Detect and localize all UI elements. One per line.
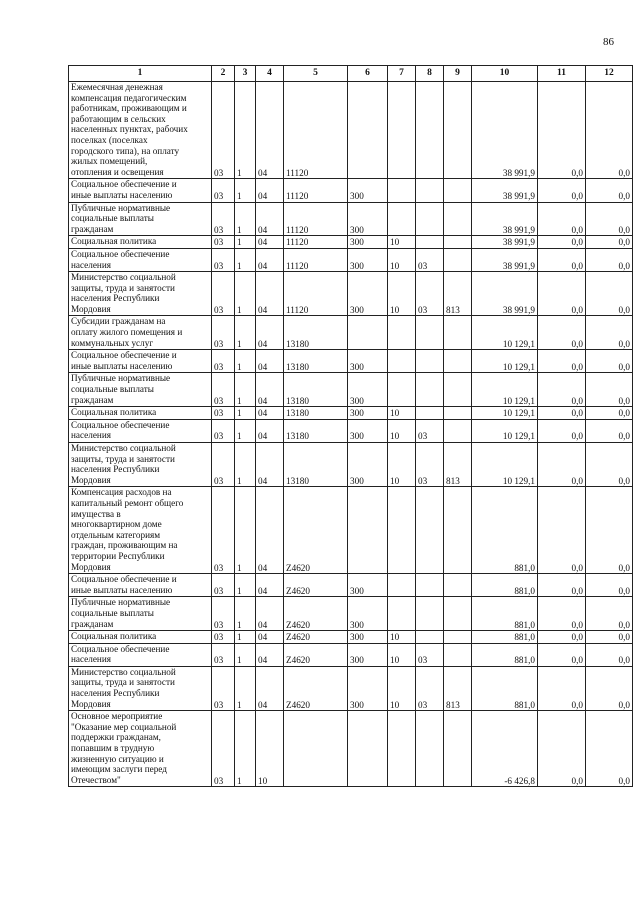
table-row	[69, 711, 633, 787]
cell-col-5: 11120	[284, 272, 348, 316]
cell-col-7	[388, 179, 416, 202]
cell-col-12: 0,0	[586, 236, 633, 249]
cell-col-3: 1	[235, 316, 256, 350]
cell-col-9	[444, 350, 472, 373]
cell-col-3: 1	[235, 597, 256, 631]
cell-col-7	[388, 487, 416, 574]
column-header: 8	[416, 66, 444, 82]
cell-col-8	[416, 631, 444, 644]
cell-col-2: 03	[212, 248, 235, 271]
cell-col-12: 0,0	[586, 202, 633, 236]
cell-col-6: 300	[348, 179, 388, 202]
row-label: Министерство социальной защиты, труда и занятости населения Республики Мордовия	[69, 443, 212, 487]
cell-col-2: 03	[212, 443, 235, 487]
cell-col-9	[444, 407, 472, 420]
cell-col-7: 10	[388, 443, 416, 487]
table-row	[69, 82, 633, 179]
cell-col-3: 1	[235, 272, 256, 316]
cell-col-5: 13180	[284, 350, 348, 373]
table-row	[69, 179, 633, 202]
cell-col-11: 0,0	[538, 407, 586, 420]
cell-col-10: 38 991,9	[472, 236, 538, 249]
cell-col-5: Z4620	[284, 666, 348, 710]
cell-col-12: 0,0	[586, 597, 633, 631]
cell-col-11: 0,0	[538, 574, 586, 597]
cell-col-7: 10	[388, 248, 416, 271]
cell-col-3: 1	[235, 666, 256, 710]
cell-col-3: 1	[235, 350, 256, 373]
cell-col-3: 1	[235, 631, 256, 644]
cell-col-12: 0,0	[586, 419, 633, 442]
column-header: 4	[256, 66, 284, 82]
cell-col-12: 0,0	[586, 711, 633, 787]
cell-col-4: 04	[256, 82, 284, 179]
cell-col-10: 881,0	[472, 597, 538, 631]
cell-col-5: Z4620	[284, 631, 348, 644]
cell-col-3: 1	[235, 487, 256, 574]
budget-table	[68, 65, 633, 787]
cell-col-8: 03	[416, 272, 444, 316]
cell-col-10: 10 129,1	[472, 350, 538, 373]
cell-col-10: 38 991,9	[472, 202, 538, 236]
table-row	[69, 407, 633, 420]
cell-col-10: 881,0	[472, 631, 538, 644]
row-label: Министерство социальной защиты, труда и занятости населения Республики Мордовия	[69, 272, 212, 316]
cell-col-10: 10 129,1	[472, 316, 538, 350]
cell-col-4: 04	[256, 202, 284, 236]
cell-col-2: 03	[212, 574, 235, 597]
cell-col-6: 300	[348, 631, 388, 644]
cell-col-9	[444, 236, 472, 249]
cell-col-9	[444, 373, 472, 407]
cell-col-12: 0,0	[586, 272, 633, 316]
cell-col-6: 300	[348, 666, 388, 710]
cell-col-12: 0,0	[586, 179, 633, 202]
cell-col-8: 03	[416, 666, 444, 710]
cell-col-3: 1	[235, 236, 256, 249]
cell-col-6: 300	[348, 350, 388, 373]
cell-col-8	[416, 487, 444, 574]
cell-col-3: 1	[235, 248, 256, 271]
column-header: 10	[472, 66, 538, 82]
cell-col-9	[444, 574, 472, 597]
table-row	[69, 373, 633, 407]
cell-col-8	[416, 711, 444, 787]
cell-col-6	[348, 316, 388, 350]
cell-col-12: 0,0	[586, 316, 633, 350]
cell-col-5: 11120	[284, 248, 348, 271]
cell-col-11: 0,0	[538, 248, 586, 271]
cell-col-7: 10	[388, 631, 416, 644]
row-label: Социальное обеспечение населения	[69, 419, 212, 442]
cell-col-9: 813	[444, 666, 472, 710]
cell-col-2: 03	[212, 419, 235, 442]
cell-col-11: 0,0	[538, 236, 586, 249]
cell-col-7: 10	[388, 236, 416, 249]
cell-col-3: 1	[235, 643, 256, 666]
cell-col-11: 0,0	[538, 272, 586, 316]
row-label: Субсидии гражданам на оплату жилого помещения и коммунальных услуг	[69, 316, 212, 350]
table-row	[69, 574, 633, 597]
cell-col-7	[388, 202, 416, 236]
row-label: Ежемесячная денежная компенсация педагогическим работникам, проживающим и работающим в сельских населенных пунктах, рабочих поселках (поселках городского типа), на оплату жилых помещений, отопления и освещения	[69, 82, 212, 179]
cell-col-6: 300	[348, 407, 388, 420]
table-row	[69, 350, 633, 373]
cell-col-11: 0,0	[538, 597, 586, 631]
table-row	[69, 248, 633, 271]
cell-col-4: 04	[256, 631, 284, 644]
cell-col-4: 04	[256, 597, 284, 631]
cell-col-7	[388, 711, 416, 787]
cell-col-4: 04	[256, 419, 284, 442]
cell-col-6: 300	[348, 597, 388, 631]
row-label: Компенсация расходов на капитальный ремонт общего имущества в многоквартирном доме отдельным категориям граждан, проживающим на территории Республики Мордовия	[69, 487, 212, 574]
cell-col-11: 0,0	[538, 643, 586, 666]
cell-col-5: Z4620	[284, 487, 348, 574]
cell-col-4: 04	[256, 666, 284, 710]
cell-col-10: 881,0	[472, 487, 538, 574]
cell-col-9	[444, 179, 472, 202]
table-row	[69, 272, 633, 316]
cell-col-4: 04	[256, 487, 284, 574]
row-label: Публичные нормативные социальные выплаты гражданам	[69, 597, 212, 631]
cell-col-6: 300	[348, 419, 388, 442]
cell-col-4: 04	[256, 574, 284, 597]
cell-col-10: 38 991,9	[472, 248, 538, 271]
cell-col-2: 03	[212, 631, 235, 644]
table-row	[69, 666, 633, 710]
cell-col-10: 38 991,9	[472, 179, 538, 202]
cell-col-9	[444, 419, 472, 442]
cell-col-9: 813	[444, 443, 472, 487]
row-label: Социальное обеспечение и иные выплаты населению	[69, 350, 212, 373]
cell-col-5: 13180	[284, 419, 348, 442]
table-row	[69, 487, 633, 574]
cell-col-3: 1	[235, 179, 256, 202]
cell-col-6: 300	[348, 574, 388, 597]
table-row	[69, 443, 633, 487]
cell-col-10: -6 426,8	[472, 711, 538, 787]
cell-col-10: 881,0	[472, 666, 538, 710]
cell-col-2: 03	[212, 643, 235, 666]
cell-col-5: 13180	[284, 407, 348, 420]
cell-col-9	[444, 643, 472, 666]
cell-col-2: 03	[212, 711, 235, 787]
cell-col-8: 03	[416, 443, 444, 487]
cell-col-11: 0,0	[538, 487, 586, 574]
cell-col-12: 0,0	[586, 631, 633, 644]
cell-col-6: 300	[348, 236, 388, 249]
cell-col-9	[444, 82, 472, 179]
cell-col-7	[388, 316, 416, 350]
cell-col-12: 0,0	[586, 643, 633, 666]
column-header: 6	[348, 66, 388, 82]
cell-col-3: 1	[235, 574, 256, 597]
column-header: 7	[388, 66, 416, 82]
table-row	[69, 419, 633, 442]
cell-col-11: 0,0	[538, 666, 586, 710]
cell-col-9	[444, 248, 472, 271]
cell-col-10: 881,0	[472, 643, 538, 666]
cell-col-12: 0,0	[586, 443, 633, 487]
cell-col-10: 10 129,1	[472, 443, 538, 487]
cell-col-2: 03	[212, 272, 235, 316]
cell-col-4: 04	[256, 272, 284, 316]
cell-col-12: 0,0	[586, 666, 633, 710]
row-label: Основное мероприятие "Оказание мер социальной поддержки гражданам, попавшим в трудную жизненную ситуацию и имеющим заслуги перед Отечеством"	[69, 711, 212, 787]
cell-col-6: 300	[348, 373, 388, 407]
cell-col-4: 04	[256, 236, 284, 249]
cell-col-4: 10	[256, 711, 284, 787]
cell-col-2: 03	[212, 236, 235, 249]
header-row	[69, 66, 633, 82]
cell-col-4: 04	[256, 248, 284, 271]
cell-col-2: 03	[212, 407, 235, 420]
column-header: 5	[284, 66, 348, 82]
cell-col-5: Z4620	[284, 597, 348, 631]
cell-col-7: 10	[388, 272, 416, 316]
cell-col-9	[444, 316, 472, 350]
cell-col-8	[416, 82, 444, 179]
cell-col-2: 03	[212, 597, 235, 631]
table-row	[69, 316, 633, 350]
cell-col-9	[444, 202, 472, 236]
cell-col-8	[416, 597, 444, 631]
cell-col-11: 0,0	[538, 316, 586, 350]
cell-col-5: Z4620	[284, 643, 348, 666]
cell-col-11: 0,0	[538, 202, 586, 236]
cell-col-7: 10	[388, 643, 416, 666]
cell-col-8	[416, 202, 444, 236]
cell-col-2: 03	[212, 487, 235, 574]
cell-col-5: 11120	[284, 236, 348, 249]
cell-col-11: 0,0	[538, 179, 586, 202]
cell-col-10: 881,0	[472, 574, 538, 597]
table-row	[69, 631, 633, 644]
column-header: 11	[538, 66, 586, 82]
cell-col-3: 1	[235, 443, 256, 487]
cell-col-10: 10 129,1	[472, 373, 538, 407]
row-label: Министерство социальной защиты, труда и занятости населения Республики Мордовия	[69, 666, 212, 710]
cell-col-8	[416, 350, 444, 373]
page-number: 86	[603, 36, 614, 48]
column-header: 3	[235, 66, 256, 82]
cell-col-8: 03	[416, 643, 444, 666]
cell-col-11: 0,0	[538, 82, 586, 179]
table-row	[69, 236, 633, 249]
cell-col-9: 813	[444, 272, 472, 316]
table-row	[69, 597, 633, 631]
cell-col-4: 04	[256, 373, 284, 407]
cell-col-11: 0,0	[538, 419, 586, 442]
cell-col-12: 0,0	[586, 407, 633, 420]
cell-col-2: 03	[212, 316, 235, 350]
cell-col-6: 300	[348, 248, 388, 271]
cell-col-7: 10	[388, 419, 416, 442]
row-label: Социальная политика	[69, 407, 212, 420]
row-label: Социальное обеспечение и иные выплаты населению	[69, 179, 212, 202]
column-header: 12	[586, 66, 633, 82]
cell-col-7: 10	[388, 407, 416, 420]
cell-col-5: 11120	[284, 82, 348, 179]
cell-col-6	[348, 487, 388, 574]
cell-col-8	[416, 316, 444, 350]
cell-col-8	[416, 407, 444, 420]
table-row	[69, 643, 633, 666]
cell-col-5: 13180	[284, 316, 348, 350]
cell-col-6	[348, 711, 388, 787]
cell-col-12: 0,0	[586, 487, 633, 574]
cell-col-6: 300	[348, 272, 388, 316]
cell-col-4: 04	[256, 407, 284, 420]
cell-col-3: 1	[235, 711, 256, 787]
cell-col-7	[388, 82, 416, 179]
cell-col-8: 03	[416, 419, 444, 442]
cell-col-5: 11120	[284, 202, 348, 236]
cell-col-4: 04	[256, 316, 284, 350]
cell-col-8	[416, 236, 444, 249]
row-label: Социальная политика	[69, 236, 212, 249]
cell-col-4: 04	[256, 443, 284, 487]
cell-col-12: 0,0	[586, 350, 633, 373]
cell-col-9	[444, 711, 472, 787]
cell-col-4: 04	[256, 179, 284, 202]
cell-col-10: 38 991,9	[472, 82, 538, 179]
cell-col-5: 13180	[284, 373, 348, 407]
cell-col-3: 1	[235, 82, 256, 179]
cell-col-10: 38 991,9	[472, 272, 538, 316]
cell-col-2: 03	[212, 202, 235, 236]
cell-col-5: 11120	[284, 179, 348, 202]
cell-col-6: 300	[348, 202, 388, 236]
cell-col-11: 0,0	[538, 350, 586, 373]
cell-col-11: 0,0	[538, 631, 586, 644]
cell-col-4: 04	[256, 643, 284, 666]
cell-col-9	[444, 487, 472, 574]
cell-col-2: 03	[212, 179, 235, 202]
table-row	[69, 202, 633, 236]
cell-col-6: 300	[348, 643, 388, 666]
cell-col-6: 300	[348, 443, 388, 487]
cell-col-7	[388, 574, 416, 597]
cell-col-2: 03	[212, 82, 235, 179]
cell-col-10: 10 129,1	[472, 407, 538, 420]
cell-col-7	[388, 350, 416, 373]
cell-col-10: 10 129,1	[472, 419, 538, 442]
cell-col-5: 13180	[284, 443, 348, 487]
cell-col-8	[416, 373, 444, 407]
cell-col-12: 0,0	[586, 82, 633, 179]
cell-col-11: 0,0	[538, 711, 586, 787]
row-label: Социальная политика	[69, 631, 212, 644]
cell-col-2: 03	[212, 350, 235, 373]
cell-col-12: 0,0	[586, 373, 633, 407]
column-header: 2	[212, 66, 235, 82]
cell-col-8	[416, 574, 444, 597]
cell-col-9	[444, 597, 472, 631]
cell-col-3: 1	[235, 419, 256, 442]
cell-col-5: Z4620	[284, 574, 348, 597]
cell-col-6	[348, 82, 388, 179]
column-header: 1	[69, 66, 212, 82]
cell-col-4: 04	[256, 350, 284, 373]
cell-col-11: 0,0	[538, 443, 586, 487]
cell-col-8	[416, 179, 444, 202]
cell-col-8: 03	[416, 248, 444, 271]
cell-col-2: 03	[212, 666, 235, 710]
cell-col-9	[444, 631, 472, 644]
cell-col-3: 1	[235, 373, 256, 407]
cell-col-2: 03	[212, 373, 235, 407]
cell-col-3: 1	[235, 202, 256, 236]
cell-col-7: 10	[388, 666, 416, 710]
cell-col-7	[388, 373, 416, 407]
column-header: 9	[444, 66, 472, 82]
cell-col-12: 0,0	[586, 248, 633, 271]
row-label: Публичные нормативные социальные выплаты гражданам	[69, 202, 212, 236]
row-label: Социальное обеспечение населения	[69, 248, 212, 271]
cell-col-7	[388, 597, 416, 631]
row-label: Публичные нормативные социальные выплаты гражданам	[69, 373, 212, 407]
cell-col-5	[284, 711, 348, 787]
cell-col-11: 0,0	[538, 373, 586, 407]
cell-col-3: 1	[235, 407, 256, 420]
cell-col-12: 0,0	[586, 574, 633, 597]
row-label: Социальное обеспечение и иные выплаты населению	[69, 574, 212, 597]
row-label: Социальное обеспечение населения	[69, 643, 212, 666]
